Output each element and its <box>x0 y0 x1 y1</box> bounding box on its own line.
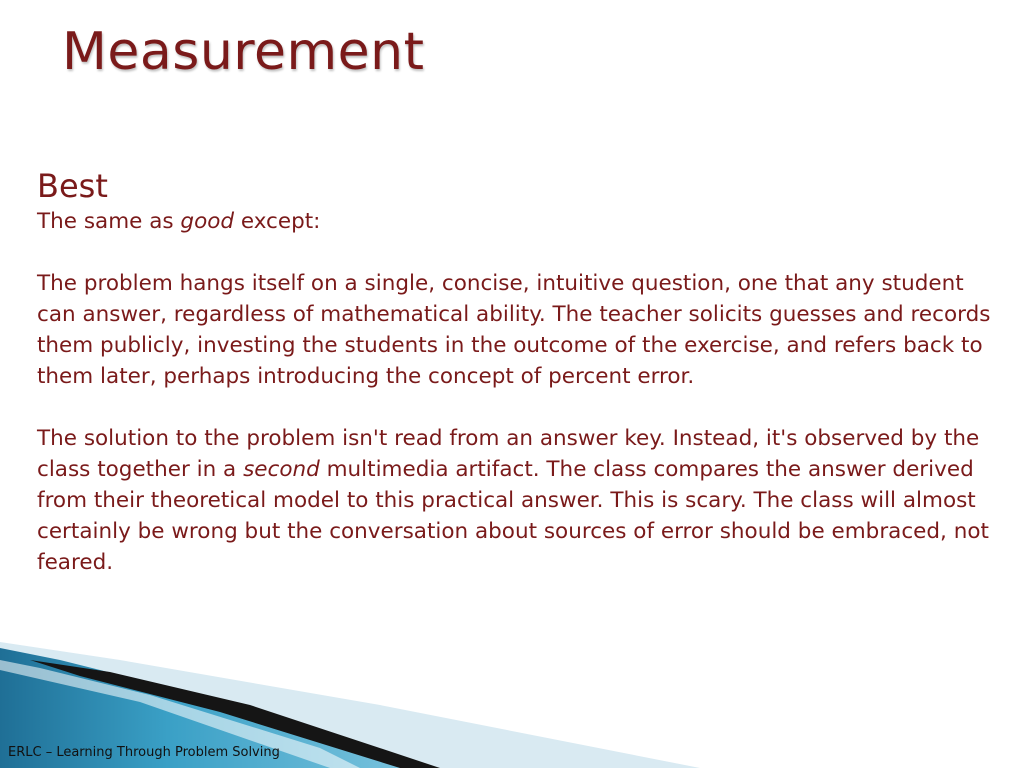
paragraph-question: The problem hangs itself on a single, concise, intuitive question, one that any student can answer, regardless of mathematical ability. The teacher solicits guesses and records them publicly, investing the students in the outcome of the exercise, and refers back to them later, perhaps introducing the concept of percent error. <box>37 271 991 389</box>
slide-body <box>37 166 997 578</box>
section-heading: Best <box>37 167 108 205</box>
intro-text-after: except: <box>234 209 321 234</box>
spacer <box>37 237 997 268</box>
solution-emphasis: second <box>243 457 320 482</box>
slide-footer: ERLC – Learning Through Problem Solving <box>8 745 280 760</box>
spacer <box>37 392 997 423</box>
intro-emphasis: good <box>180 209 235 234</box>
solution-text-before: The solution to the problem isn't read from an answer key. Instead, it's observed by the class together in a <box>37 426 980 482</box>
intro-line <box>37 206 997 237</box>
intro-text-before: The same as <box>37 209 181 234</box>
slide-title: Measurement <box>62 22 425 82</box>
paragraph-solution <box>37 423 997 578</box>
solution-text-after: multimedia artifact. The class compares the answer derived from their theoretical model to this practical answer. This is scary. The class will almost certainly be wrong but the conversation about sources of error should be embraced, not feared. <box>37 457 989 575</box>
